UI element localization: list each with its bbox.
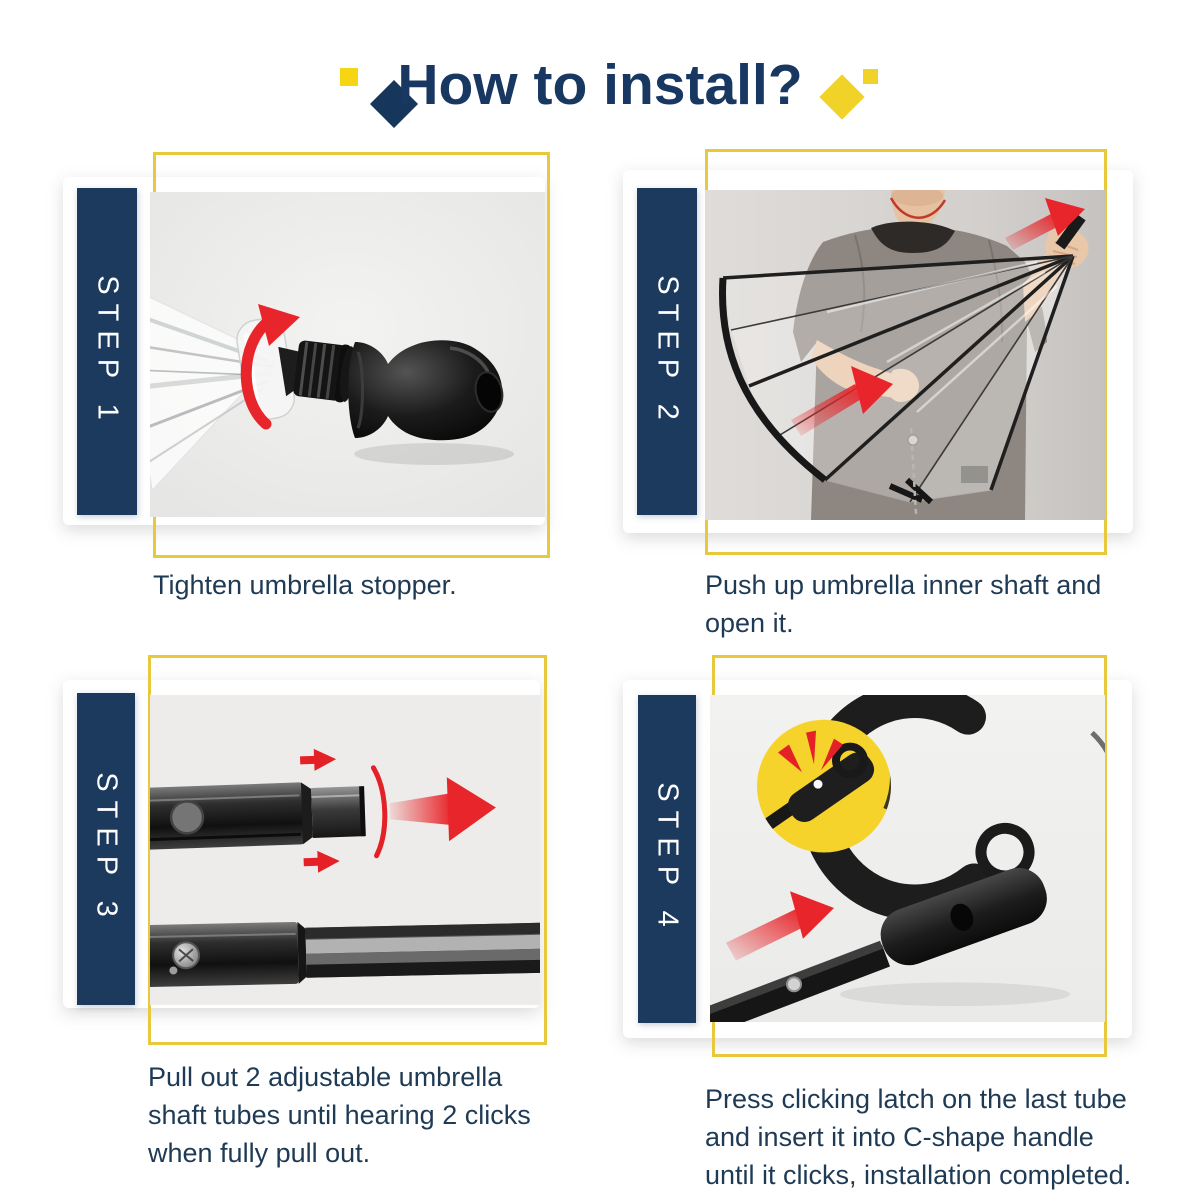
step-2-label: STEP 2 [651,274,684,429]
step-4-banner [638,695,696,1023]
latch-pin [787,977,801,991]
step-4-caption [705,1080,1175,1194]
stopper-illustration [150,192,545,517]
handle-latch-illustration [710,695,1105,1022]
step-1-label: STEP 1 [91,274,124,429]
caption-line: open it. [705,608,794,638]
latch-pin-dot [814,780,823,789]
step-2-photo [705,190,1105,520]
caption-line: Pull out 2 adjustable umbrella [148,1062,503,1092]
step-1-photo [150,192,545,517]
caption-line: Tighten umbrella stopper. [153,570,457,600]
step-3-label: STEP 3 [90,772,123,926]
step-3-banner [77,693,135,1005]
step-2-banner [637,188,697,515]
step-2-caption [705,566,1145,642]
caption-line: shaft tubes until hearing 2 clicks [148,1100,531,1130]
open-umbrella-illustration [705,190,1105,520]
shaft-tubes-illustration [150,695,540,1005]
step-1-caption [153,566,563,604]
page-title: How to install? [397,53,803,117]
step-3-caption [148,1058,578,1172]
caption-line: until it clicks, installation completed. [705,1160,1132,1190]
caption-line: and insert it into C-shape handle [705,1122,1094,1152]
step-1-banner [77,188,137,515]
step-4-photo [710,695,1105,1022]
caption-line: when fully pull out. [148,1138,371,1168]
caption-line: Press clicking latch on the last tube [705,1084,1127,1114]
step-3-photo [150,695,540,1005]
step-4-label: STEP 4 [651,782,684,936]
floor-shadow [840,982,1070,1006]
caption-line: Push up umbrella inner shaft and [705,570,1102,600]
